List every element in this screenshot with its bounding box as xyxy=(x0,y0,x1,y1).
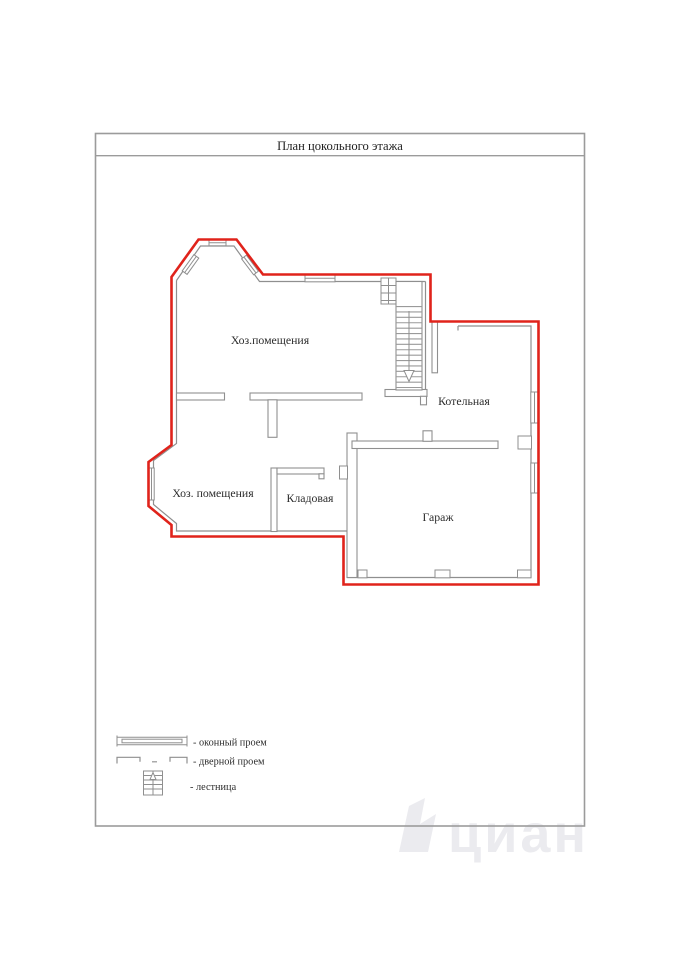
document-frame xyxy=(96,134,585,827)
storage-left-wall xyxy=(271,468,277,532)
wall-pier xyxy=(423,431,432,442)
door-notch xyxy=(435,570,450,578)
room-label-khoz-bottom: Хоз. помещения xyxy=(172,486,254,500)
room-label-garazh: Гараж xyxy=(422,510,454,524)
door-notch xyxy=(340,466,348,479)
wall-stub xyxy=(268,400,277,438)
window-symbol xyxy=(531,392,538,423)
storage-top-wall xyxy=(277,468,324,474)
door-openings xyxy=(340,436,532,578)
window-opening-symbol xyxy=(117,736,187,747)
door-notch xyxy=(518,436,532,449)
door-opening-symbol xyxy=(117,757,187,763)
room-label-kotelnaya: Котельная xyxy=(438,394,490,408)
interior-walls xyxy=(177,322,499,578)
staircase-symbol xyxy=(144,771,163,795)
window-symbol xyxy=(305,275,335,282)
legend xyxy=(117,736,267,796)
watermark-bird-icon xyxy=(399,798,436,852)
door-notch xyxy=(358,570,367,578)
garage-top-wall xyxy=(352,441,498,449)
legend-label-door: - дверной проем xyxy=(193,756,265,768)
page-title: План цокольного этажа xyxy=(277,138,403,153)
floor-plan xyxy=(149,240,539,585)
wall-segment xyxy=(250,393,362,400)
watermark-text: циан xyxy=(448,804,590,864)
room-label-khoz-top: Хоз.помещения xyxy=(230,333,310,347)
plan-red-outline xyxy=(149,240,539,585)
window-symbol xyxy=(531,463,538,493)
garage-left-wall xyxy=(347,433,357,578)
window-openings xyxy=(149,240,538,500)
wall-segment xyxy=(177,393,225,400)
exterior-wall-inner-lines xyxy=(154,246,532,578)
boiler-room-wall xyxy=(432,322,438,373)
frame-border xyxy=(96,134,585,827)
room-label-kladovaya: Кладовая xyxy=(286,491,334,505)
legend-label-stairs: - лестница xyxy=(190,782,237,793)
wall-hook xyxy=(319,474,324,479)
wall-stub xyxy=(421,396,427,405)
door-notch xyxy=(518,570,532,578)
legend-label-window: - оконный проем xyxy=(193,737,267,749)
watermark xyxy=(399,798,589,864)
room-labels xyxy=(172,333,490,524)
staircase xyxy=(381,278,422,390)
